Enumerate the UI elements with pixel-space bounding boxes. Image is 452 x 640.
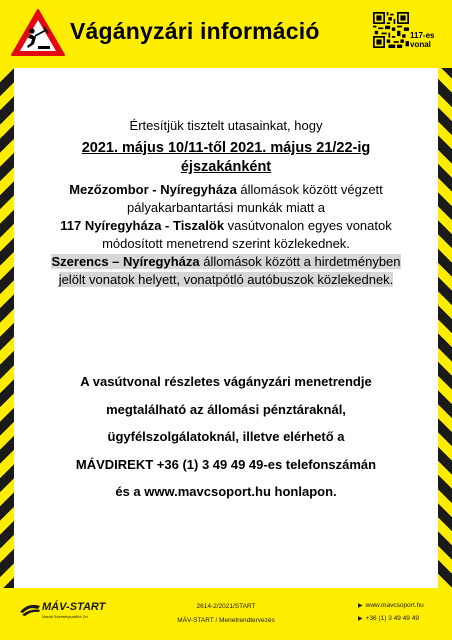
website-contact[interactable]: ▶ www.mavcsoport.hu bbox=[358, 602, 424, 609]
reference-code: 2614-2/2021/START bbox=[196, 603, 256, 610]
logo-subtitle: Vasúti Személyszállító Zrt. bbox=[42, 614, 89, 619]
page-title: Vágányzári információ bbox=[70, 18, 320, 44]
highlighted-line: Szerencs – Nyíregyháza állomások között a hirdetményben bbox=[51, 254, 401, 269]
info-line: megtalálható az állomási pénztáraknál, bbox=[106, 401, 346, 417]
notice-line: pályakarbantartási munkák miatt a bbox=[127, 200, 325, 215]
info-line: A vasútvonal részletes vágányzári menetrendje bbox=[80, 374, 372, 389]
logo-text: MÁV-START bbox=[42, 601, 106, 613]
phone-contact[interactable]: ▶ +36 (1) 3 49 49 49 bbox=[358, 615, 419, 622]
qr-code-icon[interactable] bbox=[373, 12, 409, 48]
date-range bbox=[20, 139, 432, 177]
route-label: 117-es vonal bbox=[410, 31, 435, 49]
reference-department: MÁV-START / Menetrendtervezés bbox=[177, 617, 275, 624]
timetable-info bbox=[20, 368, 432, 506]
notice-line: módosított menetrend szerint közlekednek. bbox=[102, 236, 350, 251]
date-line-1: 2021. május 10/11-től 2021. május 21/22-ig bbox=[81, 140, 371, 156]
hazard-stripe-right bbox=[438, 68, 452, 588]
info-line: MÁVDIREKT +36 (1) 3 49 49 49-es telefonszámán bbox=[75, 456, 377, 472]
hazard-stripe-left bbox=[0, 68, 14, 588]
date-line-2: éjszakánként bbox=[180, 159, 272, 175]
arrow-right-icon: ▶ bbox=[358, 603, 363, 609]
info-line: és a www.mavcsoport.hu honlapon. bbox=[115, 484, 337, 499]
warning-triangle-worker-icon bbox=[10, 8, 66, 58]
notice-body bbox=[20, 181, 432, 289]
highlighted-line: jelölt vonatok helyett, vonatpótló autóbuszok közlekednek. bbox=[58, 272, 394, 287]
notice-line: Mezőzombor - Nyíregyháza állomások között végzett bbox=[69, 182, 383, 197]
info-line: ügyfélszolgálatoknál, illetve elérhető a bbox=[107, 429, 345, 444]
arrow-right-icon: ▶ bbox=[358, 616, 363, 622]
intro-text: Értesítjük tisztelt utasainkat, hogy bbox=[129, 118, 323, 133]
notice-line: 117 Nyíregyháza - Tiszalök vasútvonalon egyes vonatok bbox=[60, 218, 392, 233]
